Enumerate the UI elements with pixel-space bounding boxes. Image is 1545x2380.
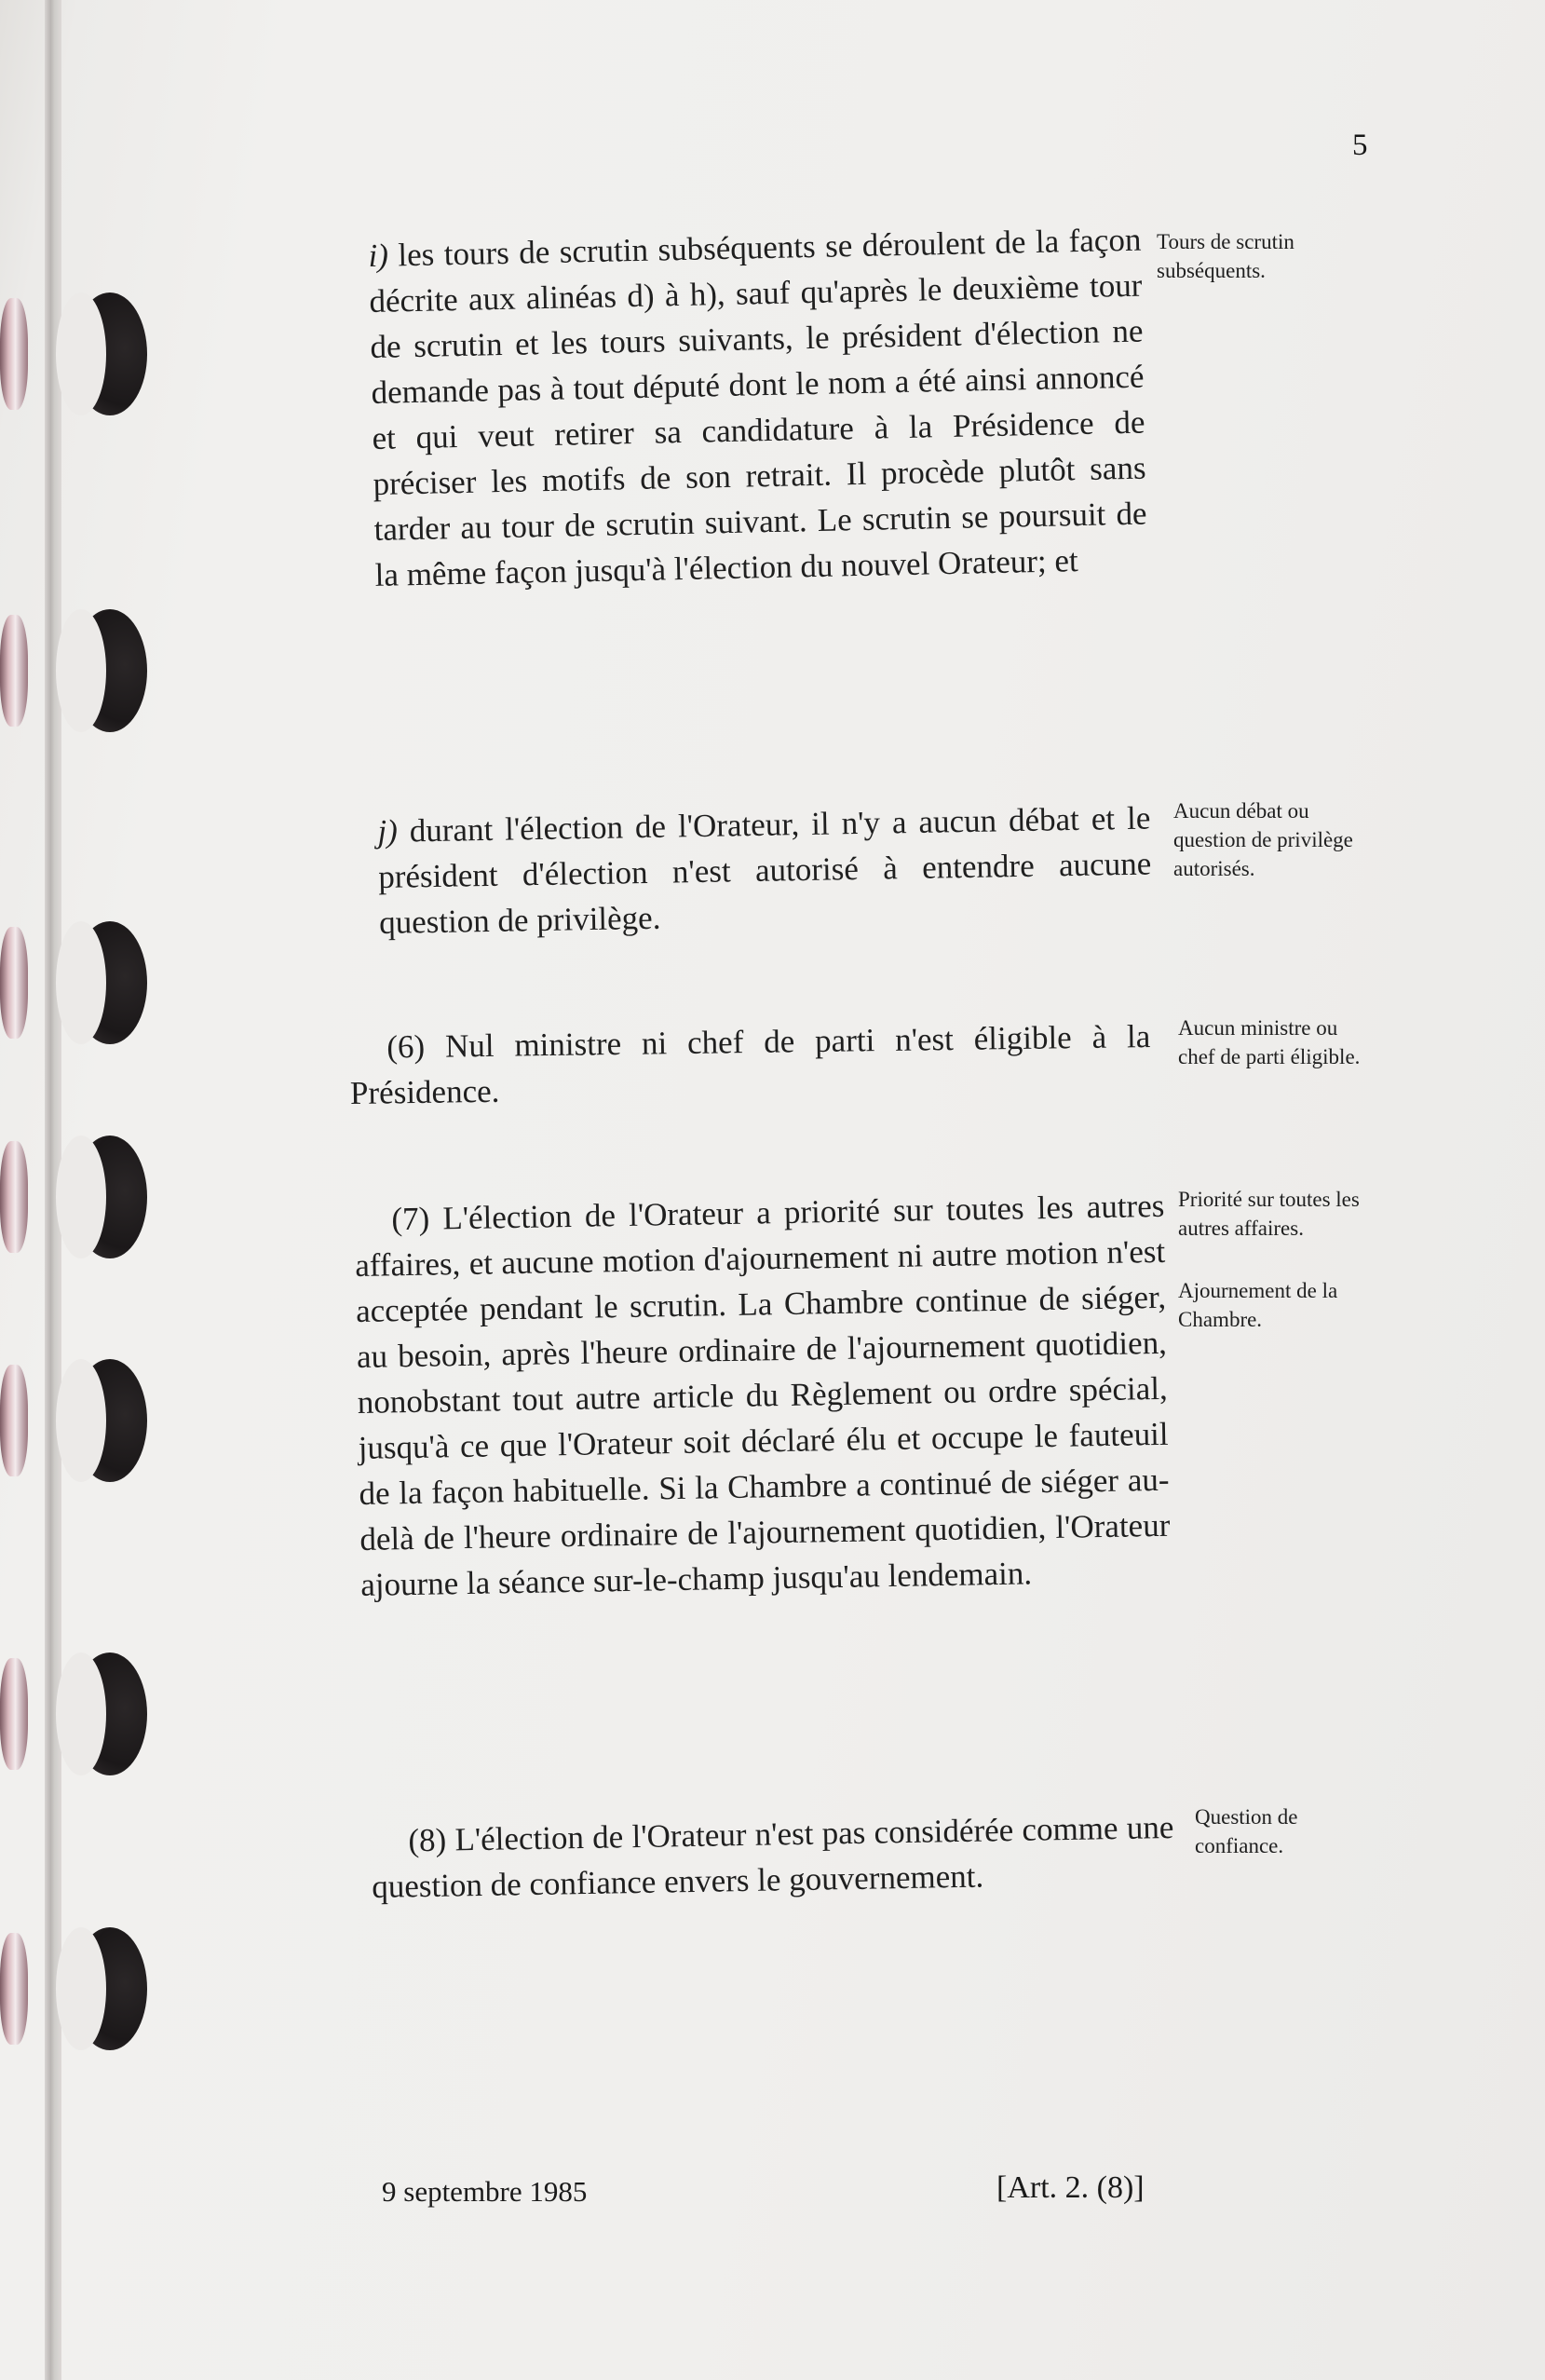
- paragraph-i: [368, 217, 1148, 598]
- margin-note-tours: Tours de scrutin subséquents.: [1157, 230, 1294, 282]
- footer-reference: [Art. 2. (8)]: [996, 2170, 1145, 2205]
- margin-note-aucun-debat: Aucun débat ou question de privilège autorisés.: [1173, 799, 1353, 880]
- punch-hole: [0, 1355, 158, 1486]
- punch-hole: [0, 1132, 158, 1262]
- paragraph-j: [377, 796, 1152, 945]
- margin-note-priorite: Priorité sur toutes les autres affaires.: [1178, 1188, 1360, 1240]
- punch-hole: [0, 289, 158, 419]
- paragraph-j-lead: j): [377, 812, 399, 850]
- paragraph-i-lead: i): [368, 237, 389, 274]
- paragraph-6: (6) Nul ministre ni chef de parti n'est éligible à la Présidence.: [349, 1017, 1151, 1111]
- margin-note-confiance: Question de confiance.: [1195, 1805, 1298, 1857]
- paragraph-8: (8) L'élection de l'Orateur n'est pas considérée comme une question de confiance envers le gouvernement.: [371, 1808, 1174, 1905]
- margin-note-aucun-ministre: Aucun ministre ou chef de parti éligible.: [1178, 1016, 1361, 1068]
- footer-date: 9 septembre 1985: [382, 2175, 588, 2208]
- margin-note-ajournement: Ajournement de la Chambre.: [1178, 1279, 1338, 1331]
- punch-hole: [0, 1649, 158, 1779]
- paragraph-7: (7) L'élection de l'Orateur a priorité sur toutes les autres affaires, et aucune motion d'ajournement ni autre motion n'est acceptée pendant le scrutin. La Chambre continue de siéger, au besoin, après l'heure ordinaire de l'ajournement quotidien, nonobstant tout autre article du Règlement ou ordre spécial, jusqu'à ce que l'Orateur soit déclaré élu et occupe le fauteuil de la façon habituelle. Si la Chambre a continué de siéger au-delà de l'heure ordinaire de l'ajournement quotidien, l'Orateur ajourne la séance sur-le-champ jusqu'au lendemain.: [354, 1187, 1171, 1603]
- punch-hole: [0, 605, 158, 736]
- paragraph-i-text: les tours de scrutin subséquents se déroulent de la façon décrite aux alinéas d) à h), sauf qu'après le deuxième tour de scrutin et les tours suivants, le président d'élection ne demande pas à tout député dont le nom a été ainsi annoncé et qui veut retirer sa candidature à la Présidence de préciser les motifs de son retrait. Il procède plutôt sans tarder au tour de scrutin suivant. Le scrutin se poursuit de la même façon jusqu'à l'élection du nouvel Orateur; et: [369, 221, 1147, 593]
- punch-hole: [0, 918, 158, 1048]
- punch-hole: [0, 1924, 158, 2054]
- page-number: 5: [1352, 129, 1368, 162]
- paragraph-j-text: durant l'élection de l'Orateur, il n'y a aucun débat et le président d'élection n'est autorisé à entendre aucune question de privilège.: [377, 799, 1152, 941]
